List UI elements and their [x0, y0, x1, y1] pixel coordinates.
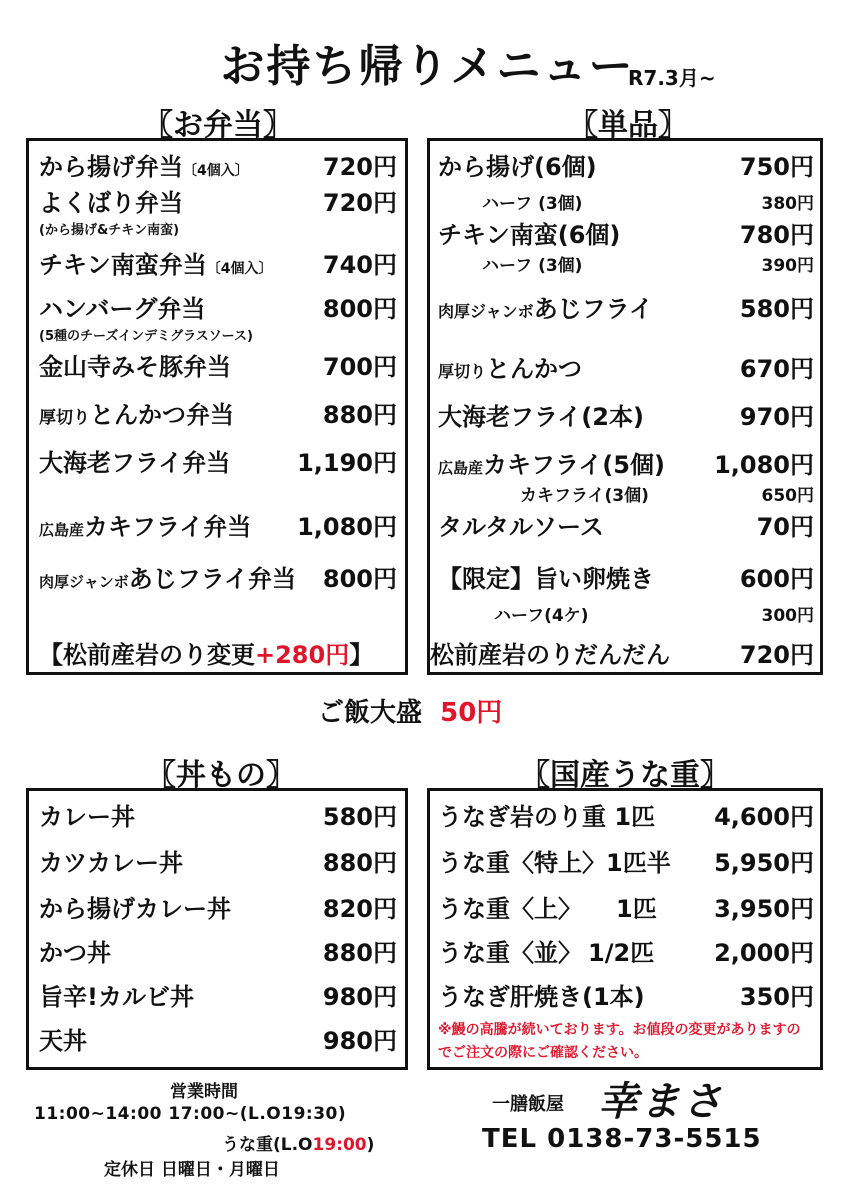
- item-note: (から揚げ&チキン南蛮): [39, 223, 180, 238]
- price-change-notice: ※鰻の高騰が続いております。お値段の変更がありますのでご注文の際にご確認ください。: [438, 1022, 801, 1061]
- item-price: 800円: [322, 565, 397, 593]
- item-price: 880円: [322, 939, 397, 967]
- bento-heading: 〖お弁当〗: [143, 108, 293, 143]
- unaju-lo-close: ): [366, 1135, 375, 1155]
- tanpin-box: [427, 138, 823, 675]
- item-name: あじフライ: [533, 295, 653, 323]
- item-price: 720円: [739, 641, 814, 669]
- item-name: ハーフ(4ケ): [494, 606, 589, 626]
- item-name: チキン南蛮弁当: [39, 251, 207, 279]
- item-name: とんかつ: [486, 355, 583, 383]
- item-name: うなぎ肝焼き(1本): [438, 983, 645, 1011]
- option-label: 【松前産岩のり変更: [39, 641, 255, 669]
- item-price: 670円: [739, 355, 814, 383]
- shop-phone: TEL 0138-73-5515: [482, 1124, 762, 1154]
- item-price: 650円: [761, 486, 814, 506]
- unaju-lo-time: 19:00: [312, 1135, 367, 1155]
- item-prefix: 肉厚ジャンボ: [39, 573, 129, 591]
- item-qty: 1匹: [616, 895, 657, 923]
- item-name: カツカレー丼: [39, 849, 183, 877]
- item-price: 300円: [761, 606, 814, 626]
- item-price: 1,080円: [714, 451, 814, 479]
- item-prefix: 厚切り: [438, 362, 487, 381]
- item-price: 380円: [761, 194, 814, 214]
- item-price: 740円: [322, 251, 397, 279]
- item-name: とんかつ弁当: [90, 401, 234, 429]
- item-price: 5,950円: [714, 849, 814, 877]
- item-name: 金山寺みそ豚弁当: [39, 353, 231, 381]
- item-name: うな重〈上〉: [438, 895, 582, 923]
- item-price: 980円: [322, 1027, 397, 1055]
- item-prefix: 広島産: [438, 459, 484, 477]
- item-price: 780円: [739, 221, 814, 249]
- item-name: 天丼: [39, 1027, 87, 1055]
- item-price: 350円: [739, 983, 814, 1011]
- item-sub: 〔4個入〕: [206, 261, 273, 277]
- item-name: 旨辛!カルビ丼: [39, 983, 194, 1011]
- shop-subtitle: 一膳飯屋: [492, 1094, 564, 1115]
- item-price: 4,600円: [714, 803, 814, 831]
- item-price: 1,190円: [297, 449, 397, 477]
- item-name: から揚げカレー丼: [39, 895, 231, 923]
- option-price: +280円: [255, 641, 350, 669]
- item-name: タルタルソース: [438, 513, 604, 541]
- item-price: 1,080円: [297, 513, 397, 541]
- item-qty: 1匹半: [606, 849, 671, 877]
- item-name: うなぎ岩のり重: [438, 803, 606, 831]
- item-name: チキン南蛮(6個): [438, 221, 621, 249]
- rice-upsize: [318, 692, 502, 729]
- item-prefix: 肉厚ジャンボ: [438, 302, 534, 321]
- don-heading: 〖丼もの〗: [146, 758, 296, 793]
- unaju-box: [427, 788, 823, 1070]
- nori-change-option: [39, 635, 373, 670]
- item-price: 720円: [322, 189, 397, 217]
- item-price: 820円: [322, 895, 397, 923]
- item-price: 980円: [322, 983, 397, 1011]
- item-name: ハーフ (3個): [482, 256, 583, 276]
- item-name: あじフライ弁当: [128, 565, 296, 593]
- item-price: 2,000円: [714, 939, 814, 967]
- item-qty: 1/2匹: [588, 939, 655, 967]
- item-name: から揚げ(6個): [438, 153, 597, 181]
- item-price: 580円: [739, 295, 814, 323]
- item-name: から揚げ弁当: [39, 153, 183, 181]
- item-price: 700円: [322, 353, 397, 381]
- item-price: 720円: [322, 153, 397, 181]
- shop-logo: 幸まさ: [598, 1078, 724, 1125]
- item-qty: 1匹: [614, 803, 656, 831]
- item-price: 970円: [739, 403, 814, 431]
- item-name: ハンバーグ弁当: [39, 295, 206, 323]
- item-name: カキフライ(3個): [520, 486, 649, 506]
- tanpin-heading: 〖単品〗: [568, 108, 688, 143]
- item-name: ハーフ (3個): [482, 194, 583, 214]
- don-box: [26, 788, 408, 1070]
- page-title: お持ち帰りメニュー: [220, 41, 635, 92]
- item-name: うな重〈特上〉: [438, 849, 606, 877]
- item-price: 880円: [322, 401, 397, 429]
- item-price: 580円: [322, 803, 397, 831]
- rice-price: 50円: [440, 698, 503, 728]
- item-name: カレー丼: [39, 803, 135, 831]
- item-name: うな重〈並〉: [438, 939, 582, 967]
- item-price: 70円: [756, 513, 814, 541]
- item-name: 大海老フライ(2本): [438, 403, 644, 431]
- closed-days: 定休日 日曜日・月曜日: [104, 1160, 280, 1180]
- item-name: 松前産岩のりだんだん: [430, 641, 670, 669]
- item-sub: 〔4個入〕: [183, 163, 249, 179]
- item-name: かつ丼: [39, 939, 111, 967]
- item-price: 600円: [739, 565, 814, 593]
- item-name: 大海老フライ弁当: [39, 449, 231, 477]
- item-name: よくばり弁当: [39, 189, 183, 217]
- item-prefix: 厚切り: [39, 408, 90, 428]
- item-price: 3,950円: [714, 895, 814, 923]
- hours-line-1: 11:00~14:00 17:00~(L.O19:30): [34, 1104, 347, 1124]
- item-name: 【限定】旨い卵焼き: [438, 565, 654, 593]
- bento-box: [26, 138, 408, 675]
- item-note: (5種のチーズインデミグラスソース): [39, 329, 253, 344]
- unaju-heading: 〖国産うな重〗: [520, 758, 730, 793]
- hours-line-2: [222, 1130, 374, 1155]
- menu-effective-date: R7.3月~: [628, 66, 716, 90]
- rice-label: ご飯大盛: [318, 698, 423, 728]
- item-price: 880円: [322, 849, 397, 877]
- item-price: 750円: [739, 153, 814, 181]
- item-price: 800円: [322, 295, 397, 323]
- item-name: カキフライ(5個): [483, 451, 665, 479]
- hours-title: 営業時間: [170, 1082, 238, 1102]
- option-bracket: 】: [349, 641, 374, 669]
- unaju-lo-label: うな重(L.O: [222, 1135, 313, 1155]
- item-price: 390円: [761, 256, 814, 276]
- item-prefix: 広島産: [39, 521, 85, 539]
- item-name: カキフライ弁当: [84, 513, 252, 541]
